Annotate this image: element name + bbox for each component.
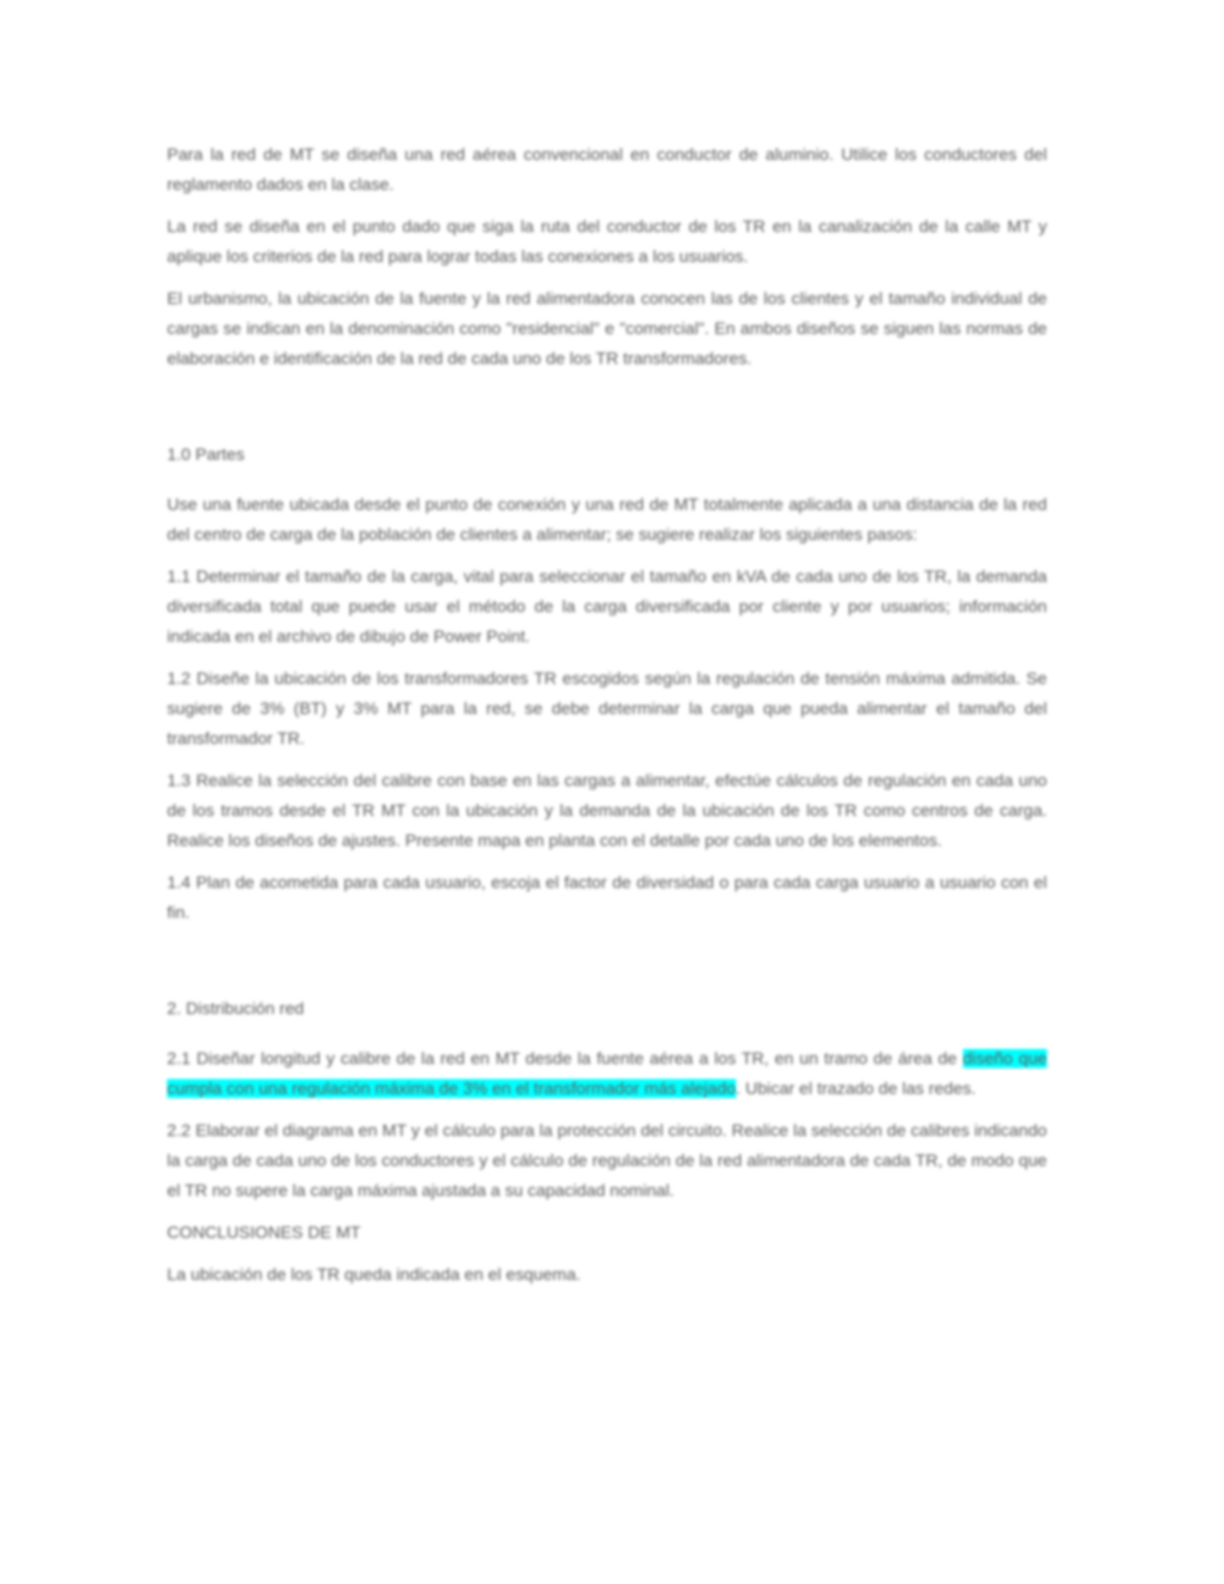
section-2-heading: 2. Distribución red [167, 999, 305, 1018]
conclusions-heading: CONCLUSIONES DE MT [167, 1223, 361, 1242]
section-2-paragraph-1 [167, 1044, 1047, 1104]
intro-paragraph-2: La red se diseña en el punto dado que siga la ruta del conductor de los TR en la canalización de la calle MT y aplique los criterios de la red para lograr todas las conexiones a los usuarios. [167, 217, 1047, 266]
document-body [167, 140, 1047, 1302]
section-1-paragraph-5: 1.4 Plan de acometida para cada usuario, escoja el factor de diversidad o para cada carga usuario a usuario con el fin. [167, 873, 1047, 922]
section-1-paragraph-3: 1.2 Diseñe la ubicación de los transformadores TR escogidos según la regulación de tensión máxima admitida. Se sugiere de 3% (BT) y 3% MT para la red, se debe determinar la carga que pueda alimentar el tamaño del transformador TR. [167, 669, 1047, 748]
section-1-heading: 1.0 Partes [167, 445, 245, 464]
intro-paragraph-1: Para la red de MT se diseña una red aérea convencional en conductor de aluminio. Utilice los conductores del reglamento dados en la clase. [167, 145, 1047, 194]
section-2-paragraph-1-start: 2.1 Diseñar longitud y calibre de la red en MT desde la fuente aérea a los TR, en un tramo de área de [167, 1049, 963, 1068]
section-1-paragraph-4: 1.3 Realice la selección del calibre con base en las cargas a alimentar, efectúe cálculos de regulación en cada uno de los tramos desde el TR MT con la ubicación y la demanda de la ubicación de los TR como centros de carga. Realice los diseños de ajustes. Presente mapa en planta con el detalle por cada uno de los elementos. [167, 771, 1047, 850]
conclusions-text: La ubicación de los TR queda indicada en el esquema. [167, 1265, 581, 1284]
intro-paragraph-3: El urbanismo, la ubicación de la fuente y la red alimentadora conocen las de los clientes y el tamaño individual de cargas se indican en la denominación como "residencial" e "comercial". En ambos diseños se siguen las normas de elaboración e identificación de la red de cada uno de los TR transformadores. [167, 289, 1047, 368]
section-1-paragraph-1: Use una fuente ubicada desde el punto de conexión y una red de MT totalmente aplicada a una distancia de la red del centro de carga de la población de clientes a alimentar; se sugiere realizar los siguientes pasos: [167, 495, 1047, 544]
highlighted-text: diseño que cumpla con una regulación máxima de 3% en el transformador más alejado [167, 1049, 1047, 1098]
section-1-paragraph-2: 1.1 Determinar el tamaño de la carga, vital para seleccionar el tamaño en kVA de cada uno de los TR, la demanda diversificada total que puede usar el método de la carga diversificada por cliente y por usuarios; información indicada en el archivo de dibujo de Power Point. [167, 567, 1047, 646]
section-2-paragraph-1-end: . Ubicar el trazado de las redes. [735, 1079, 976, 1098]
section-2-paragraph-2: 2.2 Elaborar el diagrama en MT y el cálculo para la protección del circuito. Realice la selección de calibres indicando la carga de cada uno de los conductores y el cálculo de regulación de la red alimentadora de cada TR, de modo que el TR no supere la carga máxima ajustada a su capacidad nominal. [167, 1121, 1047, 1200]
